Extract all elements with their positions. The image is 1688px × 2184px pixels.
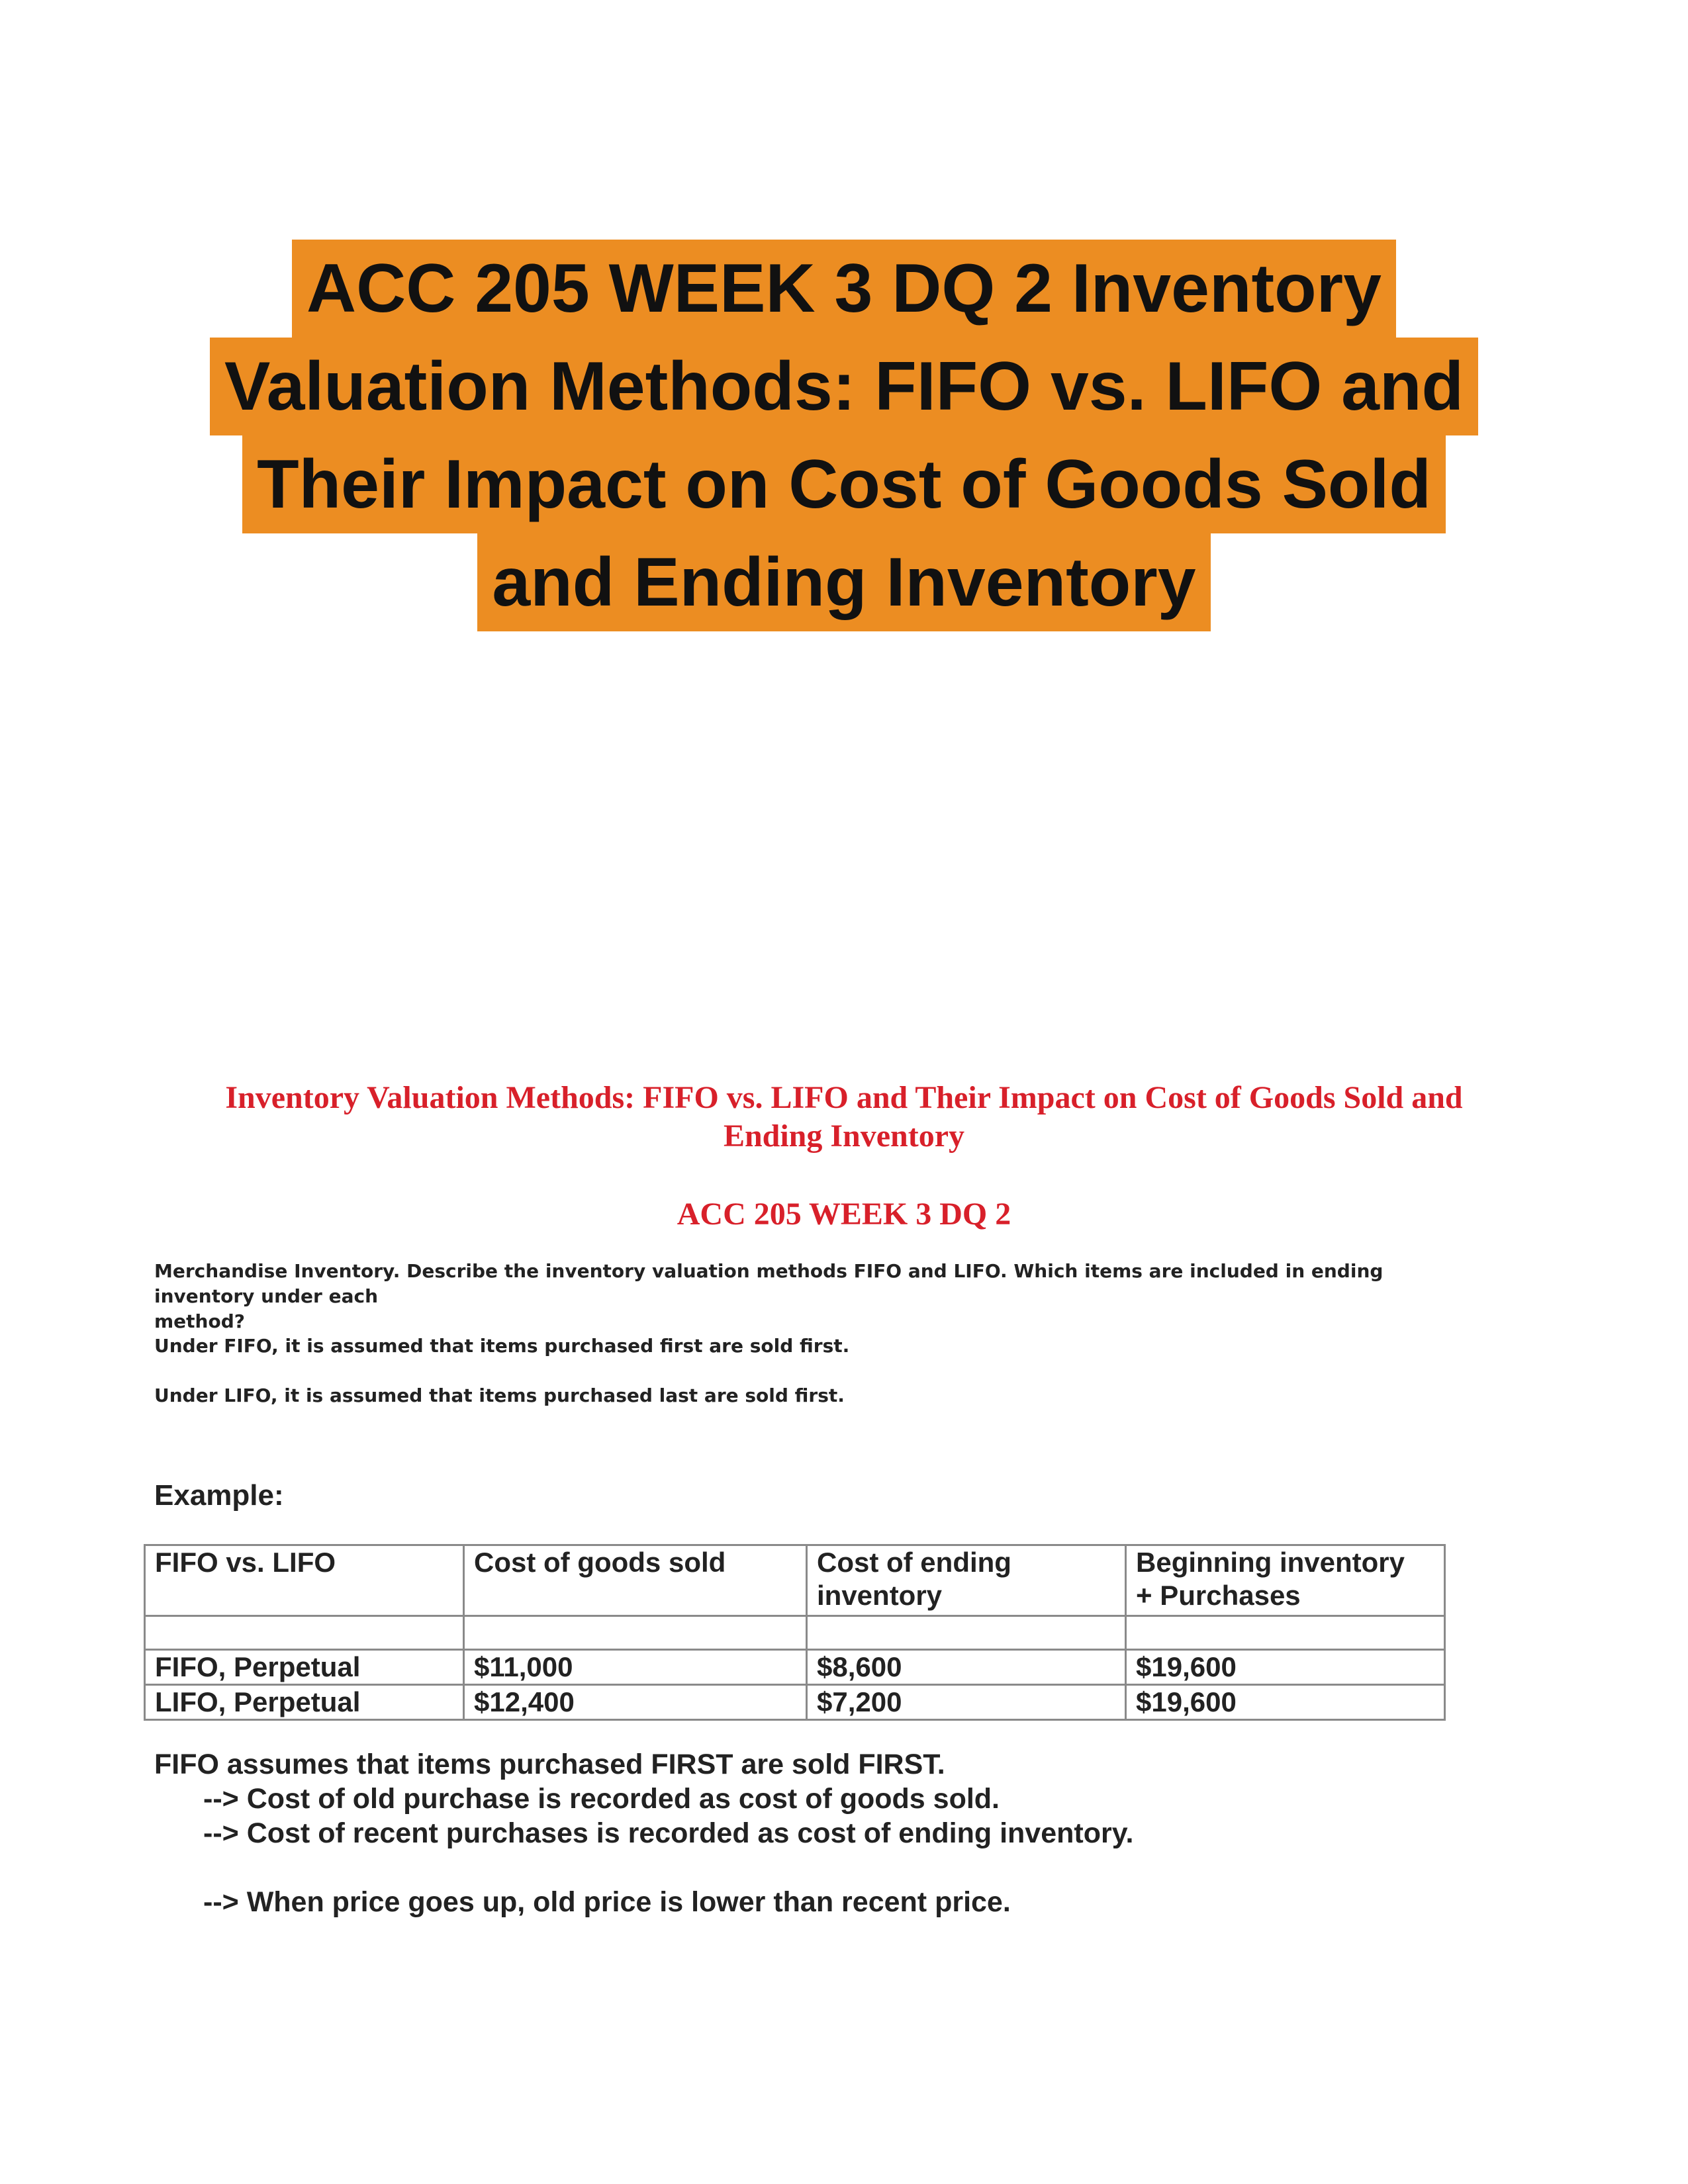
fifo-notes [154,1747,1544,1919]
notes-point-2: --> Cost of recent purchases is recorded as cost of ending inventory. [203,1817,1134,1849]
embedded-subheading: ACC 205 WEEK 3 DQ 2 [677,1197,1011,1232]
notes-main: FIFO assumes that items purchased FIRST are sold FIRST. [154,1749,945,1780]
title-line-4: and Ending Inventory [477,533,1210,631]
question-line-1: Merchandise Inventory. Describe the inventory valuation methods FIFO and LIFO. Which items are included in ending inventory under each [154,1260,1383,1307]
table-cell: $8,600 [807,1650,1126,1685]
lifo-statement: Under LIFO, it is assumed that items purchased last are sold first. [154,1385,845,1406]
notes-spacer [154,1850,1544,1885]
embedded-heading-line-2: Ending Inventory [723,1118,965,1154]
header-cell-method: FIFO vs. LIFO [145,1545,464,1616]
comparison-table [144,1544,1446,1721]
title-line-3: Their Impact on Cost of Goods Sold [242,435,1446,533]
title-line-1: ACC 205 WEEK 3 DQ 2 Inventory [292,240,1396,338]
table-cell: $19,600 [1126,1650,1445,1685]
table-cell [1126,1616,1445,1650]
fifo-statement: Under FIFO, it is assumed that items purchased first are sold first. [154,1335,850,1357]
table-blank-row [145,1616,1445,1650]
question-text [154,1259,1478,1334]
table-cell [464,1616,807,1650]
table-cell: LIFO, Perpetual [145,1685,464,1720]
table-row [145,1650,1445,1685]
notes-final-point: --> When price goes up, old price is lower than recent price. [203,1886,1011,1918]
question-line-2: method? [154,1310,246,1332]
title-line-2: Valuation Methods: FIFO vs. LIFO and [210,338,1478,435]
table-cell [145,1616,464,1650]
embedded-page [0,1079,1688,2005]
table-cell: $11,000 [464,1650,807,1685]
table-cell: FIFO, Perpetual [145,1650,464,1685]
table-cell [807,1616,1126,1650]
header-cell-beginning-purchases: Beginning inventory + Purchases [1126,1545,1445,1616]
example-label: Example: [154,1479,284,1512]
document-title [0,240,1688,631]
embedded-heading-line-1: Inventory Valuation Methods: FIFO vs. LIFO and Their Impact on Cost of Goods Sold and [225,1080,1463,1115]
table-cell: $7,200 [807,1685,1126,1720]
header-cell-ending-inventory: Cost of ending inventory [807,1545,1126,1616]
embedded-heading [132,1079,1556,1156]
table-row [145,1685,1445,1720]
notes-point-1: --> Cost of old purchase is recorded as cost of goods sold. [203,1783,1000,1815]
table-cell: $12,400 [464,1685,807,1720]
header-cell-cogs: Cost of goods sold [464,1545,807,1616]
table-cell: $19,600 [1126,1685,1445,1720]
table-header-row [145,1545,1445,1616]
